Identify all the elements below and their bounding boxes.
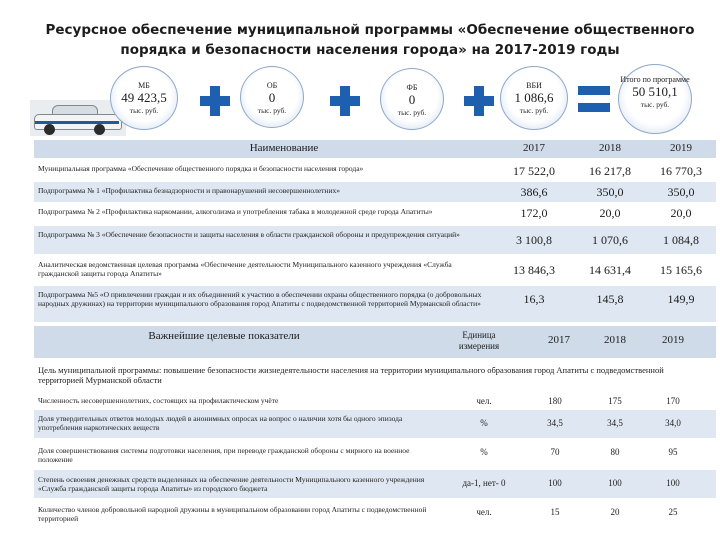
source-total-label: Итого по программе	[620, 75, 690, 84]
indicator-name: Доля утвердительных ответов молодых людей в анонимных опросах на вопрос о наличии хотя бы одного эпизода употребления наркотических веществ	[38, 414, 403, 432]
header-name: Наименование	[249, 142, 319, 154]
table-row	[34, 256, 716, 284]
table-row	[34, 470, 716, 498]
goal-row	[34, 362, 716, 388]
header-2018: 2018	[604, 334, 626, 346]
table-row	[34, 202, 716, 224]
indicator-2019: 25	[668, 507, 678, 517]
title-line-1: Ресурсное обеспечение муниципальной программы «Обеспечение общественного	[45, 22, 695, 38]
indicator-2017: 100	[548, 478, 562, 488]
source-mb	[110, 66, 178, 130]
row-name: Подпрограмма № 3 «Обеспечение безопасности и защиты населения в области гражданской обороны и предупреждения ситуаций»	[38, 230, 460, 239]
source-ob-label: ОБ	[266, 81, 278, 90]
source-total-value: 50 510,1	[632, 84, 678, 99]
indicator-unit: чел.	[476, 507, 492, 517]
table-row	[34, 410, 716, 438]
row-2017: 13 846,3	[513, 263, 555, 277]
source-fb-unit: тыс. руб.	[397, 108, 427, 117]
title-line-2: порядка и безопасности населения города» на 2017-2019 годы	[120, 42, 620, 58]
indicator-unit: %	[480, 447, 488, 457]
indicator-2019: 34,0	[665, 418, 681, 428]
row-2019: 1 084,8	[663, 233, 699, 247]
source-fb-value: 0	[408, 92, 416, 107]
indicator-2017: 34,5	[547, 418, 563, 428]
row-2018: 350,0	[596, 185, 624, 199]
table-row	[34, 182, 716, 202]
source-vbi-label: ВБИ	[526, 81, 542, 90]
indicator-2017: 180	[548, 396, 562, 406]
source-ob-value: 0	[268, 90, 276, 105]
plus-icon	[200, 86, 230, 116]
funding-table-header	[34, 140, 716, 158]
indicator-2018: 100	[608, 478, 622, 488]
indicator-unit: чел.	[476, 396, 492, 406]
row-2017: 3 100,8	[516, 233, 552, 247]
row-name: Подпрограмма №5 «О привлечении граждан и их объединений к участию в обеспечении охраны общественного порядка (о добровольных народных дружинах) на территории муниципального образования город Апатиты с подведомственной территорией Мурманской области»	[38, 290, 482, 308]
header-2019: 2019	[670, 142, 692, 154]
table-row	[34, 286, 716, 322]
row-2018: 16 217,8	[589, 164, 631, 178]
indicator-name: Доля совершенствования системы подготовки населения, при переводе гражданской обороны с мирного на военное положение	[38, 446, 410, 464]
row-2019: 20,0	[670, 206, 692, 220]
table-row	[34, 440, 716, 468]
goal-text: Цель муниципальной программы: повышение безопасности жизнедеятельности населения на территории муниципального образования город Апатиты с подведомственной территорией Мурманской области	[38, 365, 664, 385]
source-ob	[240, 66, 304, 128]
plus-icon	[330, 86, 360, 116]
row-name: Аналитическая ведомственная целевая программа «Обеспечение деятельности Муниципального казенного учреждения «Служба гражданской защиты города Апатиты»	[38, 260, 452, 278]
source-fb-label: ФБ	[406, 83, 418, 92]
table-row	[34, 226, 716, 254]
source-mb-unit: тыс. руб.	[129, 106, 159, 115]
row-2019: 149,9	[667, 292, 695, 306]
indicator-unit: %	[480, 418, 488, 428]
indicator-name: Количество членов добровольной народной дружины в муниципальном образовании город Апатиты с подведомственной территорией	[38, 505, 427, 523]
header-2017: 2017	[523, 142, 545, 154]
plus-icon	[464, 86, 494, 116]
source-vbi-unit: тыс. руб.	[519, 106, 549, 115]
indicator-2017: 70	[550, 447, 560, 457]
page-title	[40, 20, 700, 60]
source-mb-label: МБ	[138, 81, 150, 90]
header-2019: 2019	[662, 334, 684, 346]
row-2017: 172,0	[520, 206, 548, 220]
indicator-2019: 170	[666, 396, 680, 406]
indicator-2018: 175	[608, 396, 622, 406]
source-total	[618, 64, 692, 134]
row-2018: 145,8	[596, 292, 624, 306]
source-vbi	[500, 66, 568, 130]
indicator-2019: 95	[668, 447, 678, 457]
indicator-unit: да-1, нет- 0	[462, 478, 506, 488]
table-row	[34, 160, 716, 182]
table-row	[34, 392, 716, 410]
source-total-unit: тыс. руб.	[640, 100, 670, 109]
equals-icon	[578, 86, 610, 114]
row-name: Подпрограмма № 1 «Профилактика безнадзорности и правонарушений несовершеннолетних»	[38, 186, 340, 195]
indicator-2018: 20	[610, 507, 620, 517]
header-2017: 2017	[548, 334, 570, 346]
indicator-name: Степень освоения денежных средств выделенных на обеспечение деятельности Муниципального казенного учреждения «Служба гражданской защиты города Апатиты» из городского бюджета	[38, 475, 425, 493]
indicators-table-header	[34, 326, 716, 358]
source-mb-value: 49 423,5	[121, 90, 167, 105]
source-vbi-value: 1 086,6	[514, 90, 554, 105]
table-row	[34, 500, 716, 528]
header-name: Важнейшие целевые показатели	[148, 330, 300, 342]
indicator-2018: 34,5	[607, 418, 623, 428]
row-2017: 386,6	[520, 185, 548, 199]
row-name: Муниципальная программа «Обеспечение общественного порядка и безопасности населения города»	[38, 164, 364, 173]
row-2019: 15 165,6	[660, 263, 702, 277]
row-2018: 14 631,4	[589, 263, 631, 277]
indicator-2018: 80	[610, 447, 620, 457]
source-ob-unit: тыс. руб.	[257, 106, 287, 115]
row-name: Подпрограмма № 2 «Профилактика наркомании, алкоголизма и употребления табака в молодежной среде города Апатиты»	[38, 207, 433, 216]
row-2017: 17 522,0	[513, 164, 555, 178]
indicator-2019: 100	[666, 478, 680, 488]
header-2018: 2018	[599, 142, 621, 154]
source-fb	[380, 68, 444, 130]
row-2018: 1 070,6	[592, 233, 628, 247]
header-unit: Единица измерения	[458, 330, 500, 351]
row-2017: 16,3	[523, 292, 545, 306]
indicator-2017: 15	[550, 507, 560, 517]
indicator-name: Численность несовершеннолетних, состоящих на профилактическом учёте	[38, 396, 279, 405]
row-2019: 350,0	[667, 185, 695, 199]
row-2019: 16 770,3	[660, 164, 702, 178]
row-2018: 20,0	[599, 206, 621, 220]
